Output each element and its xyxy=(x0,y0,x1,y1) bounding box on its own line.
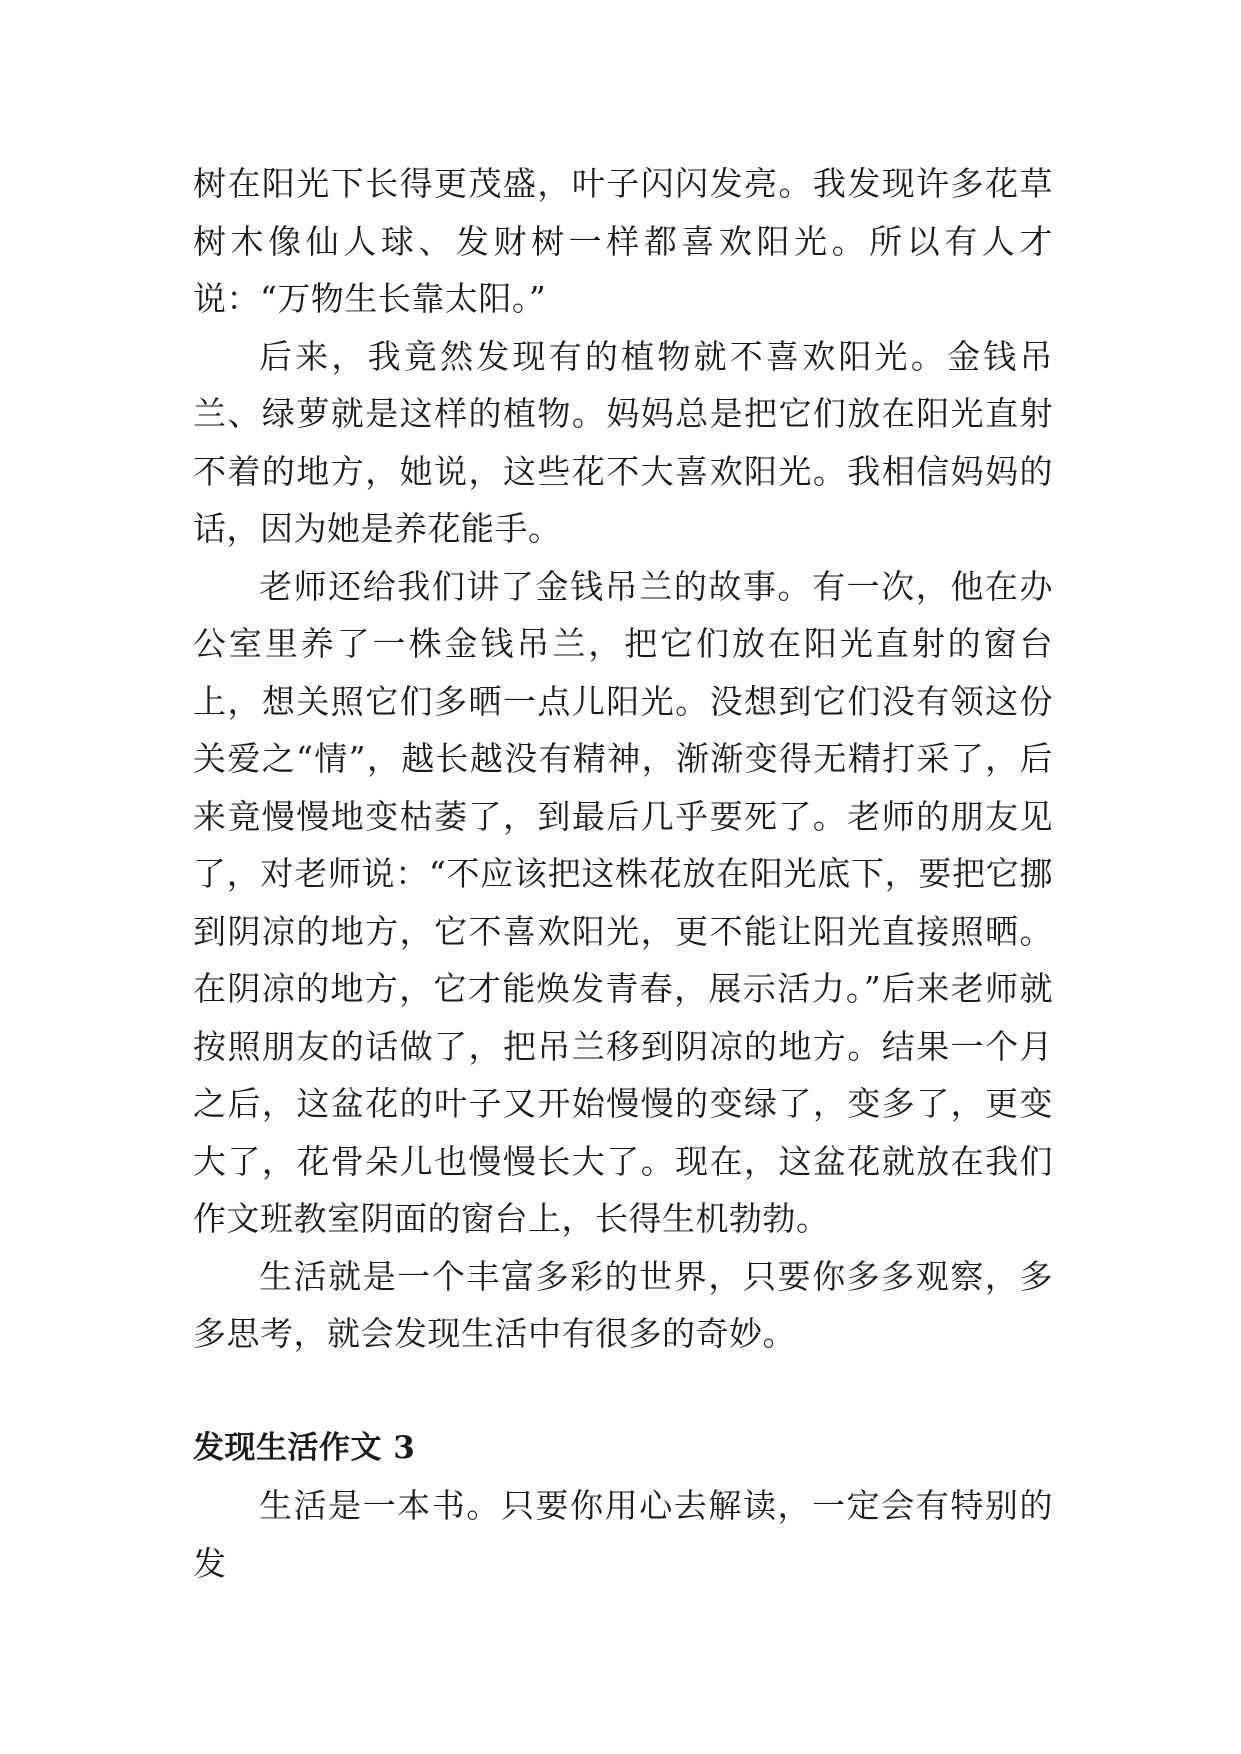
section-title: 发现生活作文 3 xyxy=(193,1429,416,1466)
paragraph-teacher-story: 老师还给我们讲了金钱吊兰的故事。有一次，他在办公室里养了一株金钱吊兰，把它们放在阳光直射的窗台上，想关照它们多晒一点儿阳光。没想到它们没有领这份关爱之“情”，越长越没有精神，渐渐变得无精打采了，后来竟慢慢地变枯萎了，到最后几乎要死了。老师的朋友见了，对老师说：“不应该把这株花放在阳光底下，要把它挪到阴凉的地方，它不喜欢阳光，更不能让阳光直接照晒。在阴凉的地方，它才能焕发青春，展示活力。”后来老师就按照朋友的话做了，把吊兰移到阴凉的地方。结果一个月之后，这盆花的叶子又开始慢慢的变绿了，变多了，更变大了，花骨朵儿也慢慢长大了。现在，这盆花就放在我们作文班教室阴面的窗台上，长得生机勃勃。 xyxy=(193,566,1053,1238)
document-body xyxy=(193,155,1053,1592)
paragraph-continuation: 树在阳光下长得更茂盛，叶子闪闪发亮。我发现许多花草树木像仙人球、发财树一样都喜欢阳光。所以有人才说：“万物生长靠太阳。” xyxy=(193,164,1053,318)
paragraph-conclusion: 生活就是一个丰富多彩的世界，只要你多多观察，多多思考，就会发现生活中有很多的奇妙。 xyxy=(193,1256,1053,1353)
paragraph-plants-shade: 后来，我竟然发现有的植物就不喜欢阳光。金钱吊兰、绿萝就是这样的植物。妈妈总是把它们放在阳光直射不着的地方，她说，这些花不大喜欢阳光。我相信妈妈的话，因为她是养花能手。 xyxy=(193,336,1053,548)
section-gap xyxy=(193,1363,1053,1420)
paragraph-new-section: 生活是一本书。只要你用心去解读，一定会有特别的发 xyxy=(193,1486,1053,1583)
